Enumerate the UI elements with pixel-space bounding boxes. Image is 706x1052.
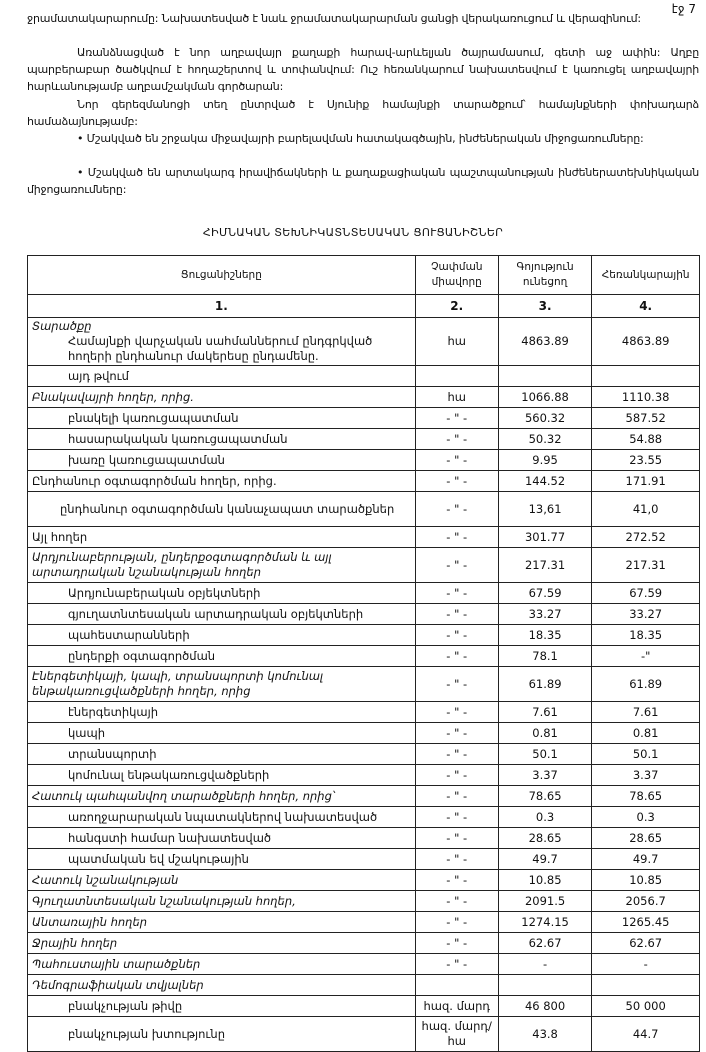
existing-value: 0.81	[498, 723, 592, 744]
table-row	[28, 366, 700, 387]
indicator-label: պատմական եվ մշակութային	[28, 849, 416, 870]
existing-value: 1066.88	[498, 387, 592, 408]
table-row	[28, 786, 700, 807]
table-row	[28, 450, 700, 471]
indicator-label: գյուղատնտեսական արտադրական օբյեկտների	[28, 604, 416, 625]
unit-cell: - " -	[415, 870, 498, 891]
unit-cell: - " -	[415, 408, 498, 429]
table-row	[28, 471, 700, 492]
col-number-2: 2.	[415, 295, 498, 318]
unit-cell: - " -	[415, 849, 498, 870]
existing-value: 61.89	[498, 667, 592, 702]
existing-value: 18.35	[498, 625, 592, 646]
table-row	[28, 912, 700, 933]
unit-cell: հազ. մարդ	[415, 996, 498, 1017]
projected-value: 49.7	[592, 849, 700, 870]
indicator-label: բնակելի կառուցապատման	[28, 408, 416, 429]
unit-cell: - " -	[415, 954, 498, 975]
existing-value: 67.59	[498, 583, 592, 604]
existing-value: 9.95	[498, 450, 592, 471]
table-row	[28, 527, 700, 548]
existing-value: 301.77	[498, 527, 592, 548]
existing-value: 49.7	[498, 849, 592, 870]
bullet-item-1: • Մշակված են շրջակա միջավայրի բարելավման հատակագծային, ինժեներական միջոցառումները:	[77, 132, 644, 145]
table-row	[28, 604, 700, 625]
projected-value: -	[592, 954, 700, 975]
indicator-label: Արդյունաբերության, ընդերքօգտագործման և այլ արտադրական նշանակության հողեր	[28, 548, 416, 583]
table-row	[28, 548, 700, 583]
table-row	[28, 429, 700, 450]
projected-value: 3.37	[592, 765, 700, 786]
unit-cell: - " -	[415, 723, 498, 744]
existing-value: 3.37	[498, 765, 592, 786]
existing-value: 4863.89	[498, 318, 592, 366]
unit-cell: - " -	[415, 492, 498, 527]
projected-value: 272.52	[592, 527, 700, 548]
unit-cell	[415, 975, 498, 996]
existing-value: 7.61	[498, 702, 592, 723]
table-row	[28, 625, 700, 646]
indicator-label: էներգետիկայի	[28, 702, 416, 723]
indicator-label: խառը կառուցապատման	[28, 450, 416, 471]
header-existing: Գոյություն ունեցող	[498, 256, 592, 295]
table-row	[28, 408, 700, 429]
indicator-label: Արդյունաբերական օբյեկտների	[28, 583, 416, 604]
indicator-label: Դեմոգրաֆիական տվյալներ	[28, 975, 416, 996]
header-projected: Հեռանկարային	[592, 256, 700, 295]
intro-paragraph-1: ջրամատակարարումը: Նախատեսված է նաև ջրամատակարարման ցանցի վերակառուցում և վերազինում:	[27, 12, 641, 25]
indicator-label: հանգստի համար նախատեսված	[28, 828, 416, 849]
unit-cell: - " -	[415, 429, 498, 450]
table-row	[28, 702, 700, 723]
indicator-label: Հատուկ պահպանվող տարածքների հողեր, որից՝	[28, 786, 416, 807]
unit-cell: հազ. մարդ/հա	[415, 1017, 498, 1052]
indicator-label: բնակչության թիվը	[28, 996, 416, 1017]
projected-value: 33.27	[592, 604, 700, 625]
table-row	[28, 996, 700, 1017]
projected-value	[592, 975, 700, 996]
table-row	[28, 667, 700, 702]
unit-cell: - " -	[415, 583, 498, 604]
projected-value: 2056.7	[592, 891, 700, 912]
unit-cell: - " -	[415, 912, 498, 933]
projected-value: 0.3	[592, 807, 700, 828]
existing-value: 62.67	[498, 933, 592, 954]
table-row	[28, 807, 700, 828]
existing-value: 78.65	[498, 786, 592, 807]
unit-cell: - " -	[415, 450, 498, 471]
unit-cell: - " -	[415, 604, 498, 625]
table-row	[28, 954, 700, 975]
existing-value: 50.1	[498, 744, 592, 765]
unit-cell: - " -	[415, 646, 498, 667]
projected-value: 67.59	[592, 583, 700, 604]
table-row	[28, 723, 700, 744]
bullet-item-2: • Մշակված են արտակարգ իրավիճակների և քաղաքացիական պաշտպանության ինժեներատեխնիկական միջոցառումները:	[27, 166, 699, 196]
existing-value: 144.52	[498, 471, 592, 492]
table-title: ՀԻՄՆԱԿԱՆ ՏԵԽՆԻԿԱՏՆՏԵՍԱԿԱՆ ՑՈՒՑԱՆԻՇՆԵՐ	[202, 226, 504, 239]
unit-cell: հա	[415, 387, 498, 408]
unit-cell: - " -	[415, 765, 498, 786]
indicator-label: կապի	[28, 723, 416, 744]
table-row	[28, 387, 700, 408]
indicator-label: տրանսպորտի	[28, 744, 416, 765]
unit-cell: հա	[415, 318, 498, 366]
col-number-3: 3.	[498, 295, 592, 318]
table-row	[28, 849, 700, 870]
unit-cell: - " -	[415, 667, 498, 702]
technical-indicators-table	[27, 255, 700, 1052]
indicator-label: ընդհանուր օգտագործման կանաչապատ տարածքներ	[28, 492, 416, 527]
unit-cell: - " -	[415, 548, 498, 583]
section-sublabel: Համայնքի վարչական սահմաններում ընդգրկված հողերի ընդհանուր մակերեսը ընդամենը.	[68, 334, 373, 363]
unit-cell: - " -	[415, 933, 498, 954]
col-number-1: 1.	[28, 295, 416, 318]
table-row	[28, 975, 700, 996]
indicator-label: Պահուստային տարածքներ	[28, 954, 416, 975]
projected-value: 171.91	[592, 471, 700, 492]
table-row	[28, 492, 700, 527]
unit-cell: - " -	[415, 786, 498, 807]
page-number: էջ 7	[671, 2, 696, 16]
existing-value: 46 800	[498, 996, 592, 1017]
projected-value: 41,0	[592, 492, 700, 527]
unit-cell: - " -	[415, 471, 498, 492]
unit-cell: - " -	[415, 744, 498, 765]
unit-cell: - " -	[415, 625, 498, 646]
indicator-label: Հատուկ նշանակության	[28, 870, 416, 891]
table-row	[28, 1017, 700, 1052]
projected-value: 23.55	[592, 450, 700, 471]
header-indicators: Ցուցանիշները	[28, 256, 416, 295]
indicator-label: Այլ հողեր	[28, 527, 416, 548]
existing-value: 10.85	[498, 870, 592, 891]
unit-cell: - " -	[415, 702, 498, 723]
table-row	[28, 583, 700, 604]
unit-cell: - " -	[415, 527, 498, 548]
projected-value: 18.35	[592, 625, 700, 646]
table-row	[28, 891, 700, 912]
projected-value: 217.31	[592, 548, 700, 583]
existing-value: 2091.5	[498, 891, 592, 912]
unit-cell: - " -	[415, 891, 498, 912]
indicator-label: Բնակավայրի հողեր, որից.	[28, 387, 416, 408]
existing-value: 0.3	[498, 807, 592, 828]
col-number-4: 4.	[592, 295, 700, 318]
indicator-label: հասարակական կառուցապատման	[28, 429, 416, 450]
projected-value: 1110.38	[592, 387, 700, 408]
indicator-label: Գյուղատնտեսական նշանակության հողեր,	[28, 891, 416, 912]
projected-value: 28.65	[592, 828, 700, 849]
table-row	[28, 828, 700, 849]
indicator-label: Ընդհանուր օգտագործման հողեր, որից.	[28, 471, 416, 492]
projected-value: 50.1	[592, 744, 700, 765]
existing-value: 50.32	[498, 429, 592, 450]
intro-paragraph-2: Առանձնացված է նոր աղբավայր քաղաքի հարավ-արևելյան ծայրամասում, գետի աջ ափին: Աղբը պարբերաբար ծածկվում է հողաշերտով և տոփանվում: Ուշ հեռանկարում նախատեսվում է կառուցել աղբավայրի հարևանությամբ աղբամշակման գործարան:	[27, 46, 699, 93]
unit-cell	[415, 366, 498, 387]
table-header-row	[28, 256, 700, 295]
table-row	[28, 318, 700, 366]
section-label: Տարածքը	[32, 319, 92, 333]
existing-value: 13,61	[498, 492, 592, 527]
indicator-label: ընդերքի օգտագործման	[28, 646, 416, 667]
projected-value: 7.61	[592, 702, 700, 723]
table-row	[28, 646, 700, 667]
existing-value: 28.65	[498, 828, 592, 849]
projected-value: 78.65	[592, 786, 700, 807]
projected-value: 61.89	[592, 667, 700, 702]
indicator-label: Անտառային հողեր	[28, 912, 416, 933]
existing-value: 217.31	[498, 548, 592, 583]
indicator-label	[28, 318, 416, 366]
existing-value	[498, 975, 592, 996]
intro-paragraph-3: Նոր գերեզմանոցի տեղ ընտրված է Սյունիք համայնքի տարածքում՝ համայնքների փոխադարձ համաձայնությամբ:	[27, 98, 699, 128]
projected-value: -"	[592, 646, 700, 667]
projected-value: 62.67	[592, 933, 700, 954]
projected-value: 54.88	[592, 429, 700, 450]
projected-value: 0.81	[592, 723, 700, 744]
header-unit: Չափման միավորը	[415, 256, 498, 295]
indicator-label: բնակչության խտությունը	[28, 1017, 416, 1052]
projected-value: 4863.89	[592, 318, 700, 366]
existing-value: 33.27	[498, 604, 592, 625]
table-body	[28, 318, 700, 1052]
projected-value: 1265.45	[592, 912, 700, 933]
unit-cell: - " -	[415, 807, 498, 828]
existing-value: 43.8	[498, 1017, 592, 1052]
existing-value: 1274.15	[498, 912, 592, 933]
table-row	[28, 870, 700, 891]
indicator-label: այդ թվում	[28, 366, 416, 387]
projected-value: 10.85	[592, 870, 700, 891]
existing-value: 560.32	[498, 408, 592, 429]
unit-cell: - " -	[415, 828, 498, 849]
indicator-label: առողջարարական նպատակներով նախատեսված	[28, 807, 416, 828]
table-row	[28, 933, 700, 954]
projected-value: 44.7	[592, 1017, 700, 1052]
existing-value: 78.1	[498, 646, 592, 667]
existing-value	[498, 366, 592, 387]
projected-value: 587.52	[592, 408, 700, 429]
table-row	[28, 744, 700, 765]
existing-value: -	[498, 954, 592, 975]
projected-value	[592, 366, 700, 387]
indicator-label: կոմունալ ենթակառուցվածքների	[28, 765, 416, 786]
table-row	[28, 765, 700, 786]
indicator-label: Էներգետիկայի, կապի, տրանսպորտի կոմունալ ենթակառուցվածքների հողեր, որից	[28, 667, 416, 702]
column-number-row	[28, 295, 700, 318]
indicator-label: պահեստարանների	[28, 625, 416, 646]
projected-value: 50 000	[592, 996, 700, 1017]
indicator-label: Ջրային հողեր	[28, 933, 416, 954]
